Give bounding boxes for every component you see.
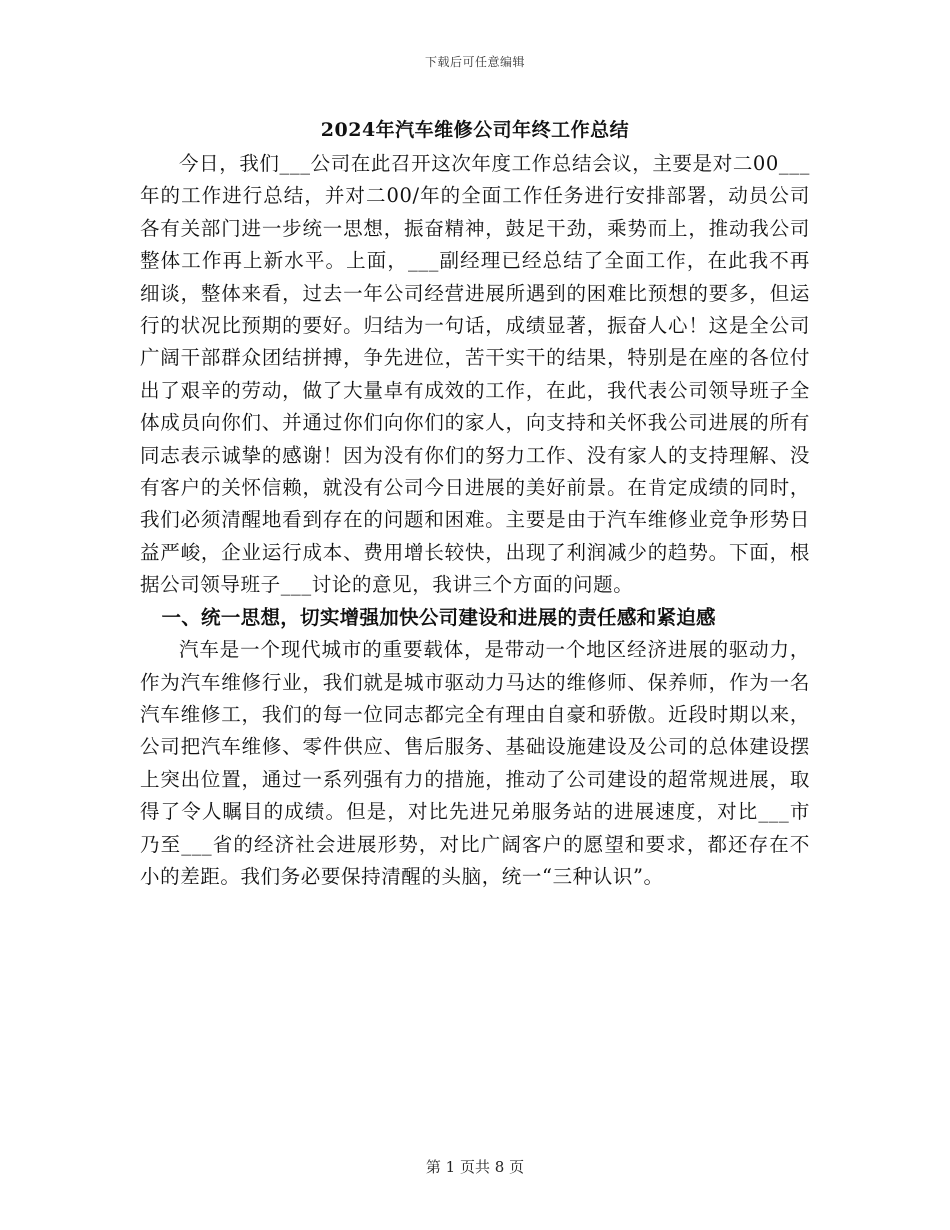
page-number: 第 1 页共 8 页 [425, 1158, 525, 1176]
paragraph-intro: 今日，我们___公司在此召开这次年度工作总结会议，主要是对二00___年的工作进行总结，并对二00/年的全面工作任务进行安排部署，动员公司各有关部门进一步统一思想，振奋精神，鼓足干劲，乘势而上，推动我公司整体工作再上新水平。上面，___副经理已经总结了全面工作，在此我不再细谈，整体来看，过去一年公司经营进展所遇到的困难比预想的要多，但运行的状况比预期的要好。归结为一句话，成绩显著，振奋人心！这是全公司广阔干部群众团结拼搏，争先进位，苦干实干的结果，特别是在座的各位付出了艰辛的劳动，做了大量卓有成效的工作，在此，我代表公司领导班子全体成员向你们、并通过你们向你们的家人，向支持和关怀我公司进展的所有同志表示诚挚的感谢！因为没有你们的努力工作、没有家人的支持理解、没有客户的关怀信赖，就没有公司今日进展的美好前景。在肯定成绩的同时，我们必须清醒地看到存在的问题和困难。主要是由于汽车维修业竞争形势日益严峻，企业运行成本、费用增长较快，出现了利润减少的趋势。下面，根据公司领导班子___讨论的意见，我讲三个方面的问题。 [140, 152, 810, 597]
document-body [140, 148, 810, 893]
header-note: 下载后可任意编辑 [424, 55, 525, 69]
document-title: 2024年汽车维修公司年终工作总结 [320, 119, 630, 141]
paragraph-section-1: 汽车是一个现代城市的重要载体，是带动一个地区经济进展的驱动力，作为汽车维修行业，我们就是城市驱动力马达的维修师、保养师，作为一名汽车维修工，我们的每一位同志都完全有理由自豪和骄傲。近段时期以来，公司把汽车维修、零件供应、售后服务、基础设施建设及公司的总体建设摆上突出位置，通过一系列强有力的措施，推动了公司建设的超常规进展，取得了令人瞩目的成绩。但是，对比先进兄弟服务站的进展速度，对比___市乃至___省的经济社会进展形势，对比广阔客户的愿望和要求，都还存在不小的差距。我们务必要保持清醒的头脑，统一“三种认识”。 [140, 638, 810, 888]
section-heading-1: 一、统一思想，切实增强加快公司建设和进展的责任感和紧迫感 [161, 605, 716, 629]
